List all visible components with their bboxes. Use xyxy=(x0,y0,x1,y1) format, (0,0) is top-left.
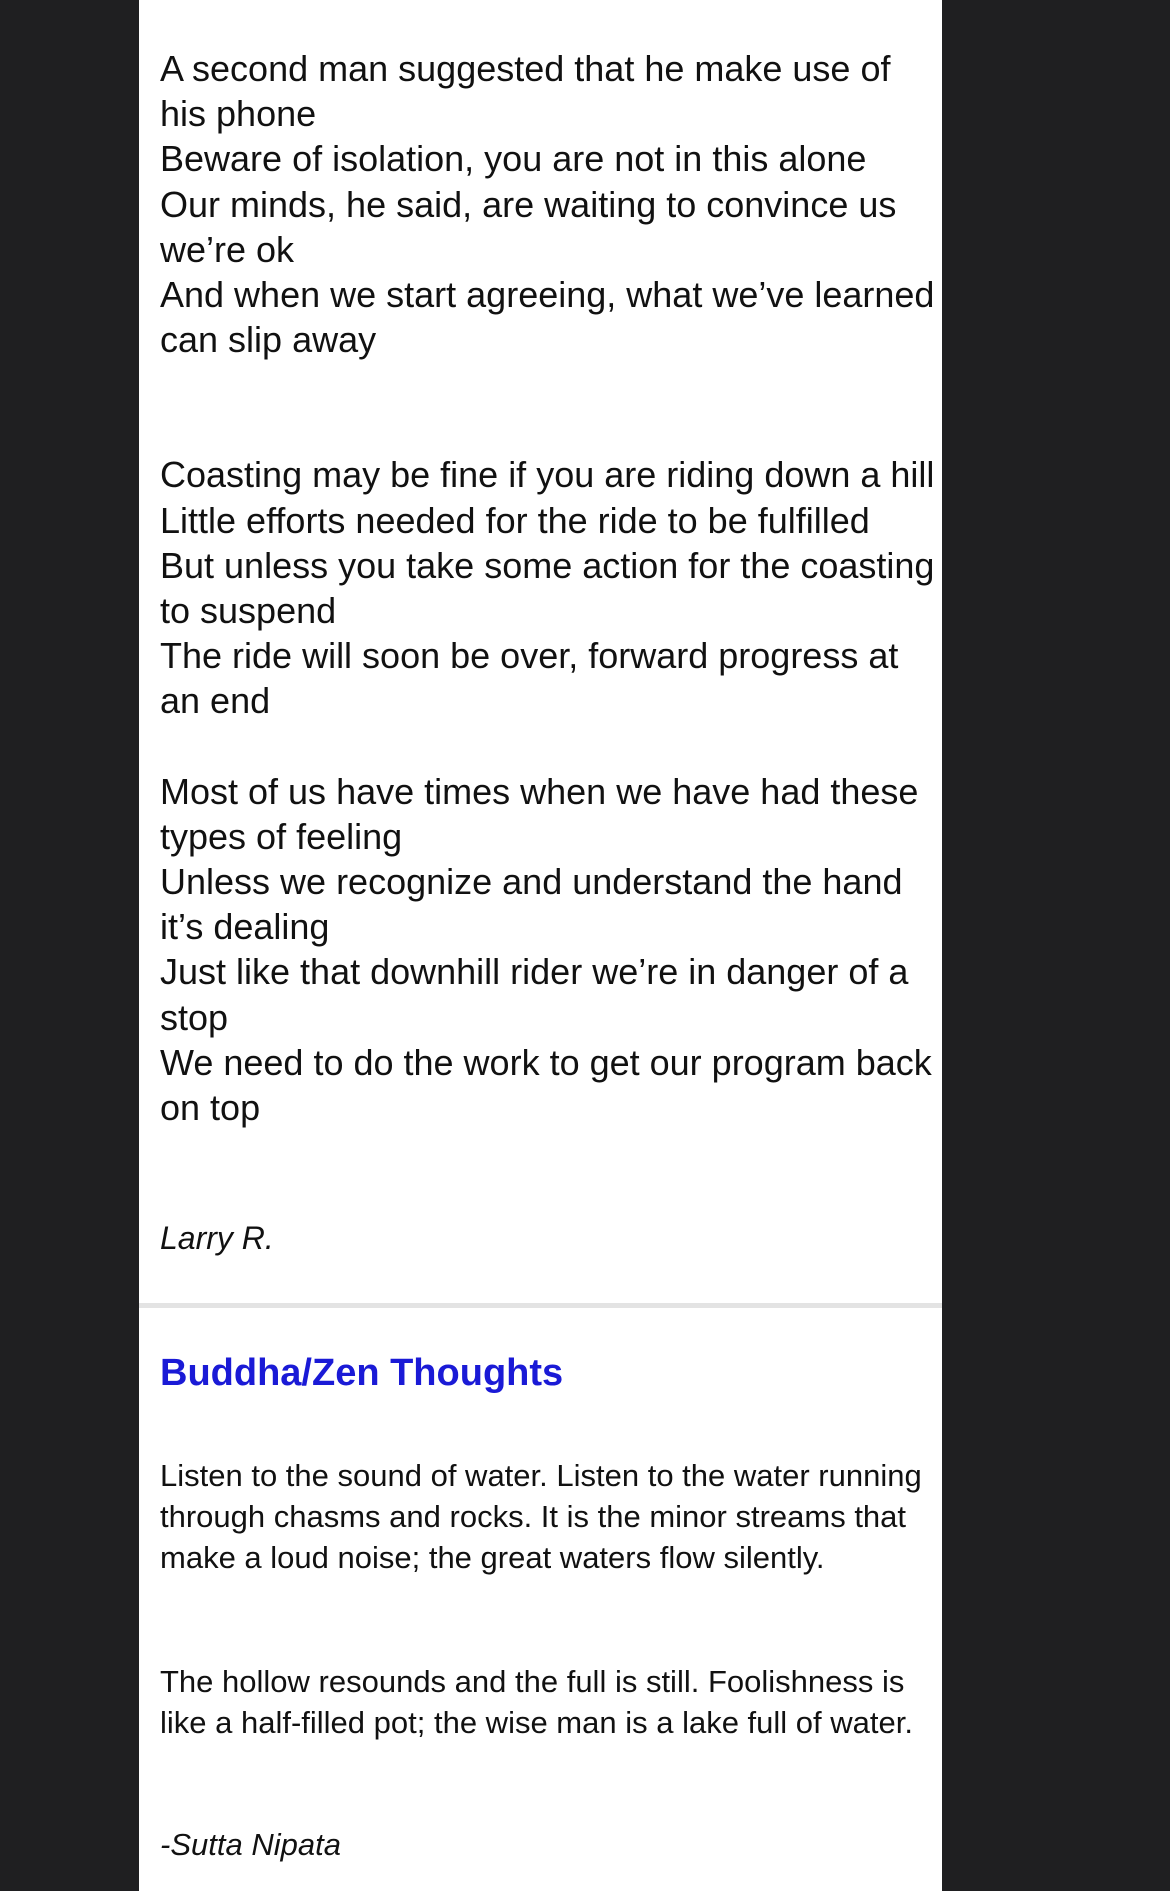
section-paragraph: Listen to the sound of water. Listen to the water running through chasms and rocks. It is the minor streams that make a loud noise; the great waters flow silently. xyxy=(160,1458,922,1575)
poem-stanza xyxy=(160,46,940,362)
poem-line: A second man suggested that he make use of his phone xyxy=(160,48,891,135)
quote-source: -Sutta Nipata xyxy=(160,1827,341,1862)
section-divider xyxy=(139,1303,942,1308)
poem-line: Just like that downhill rider we’re in danger of a stop xyxy=(160,951,909,1038)
poem-line: The ride will soon be over, forward progress at an end xyxy=(160,635,899,722)
poem-author: Larry R. xyxy=(160,1220,274,1256)
poem xyxy=(160,46,940,1130)
poem-stanza xyxy=(160,769,940,1131)
poem-line: Unless we recognize and understand the hand it’s dealing xyxy=(160,861,903,948)
section-paragraph: The hollow resounds and the full is still. Foolishness is like a half-filled pot; the wise man is a lake full of water. xyxy=(160,1664,913,1740)
poem-line: And when we start agreeing, what we’ve learned can slip away xyxy=(160,274,935,361)
poem-line: Most of us have times when we have had these types of feeling xyxy=(160,770,919,857)
section-title: Buddha/Zen Thoughts xyxy=(160,1352,564,1394)
poem-stanza xyxy=(160,452,940,723)
poem-line: Coasting may be fine if you are riding down a hill xyxy=(160,454,935,496)
poem-line: Our minds, he said, are waiting to convince us we’re ok xyxy=(160,183,897,270)
poem-line: But unless you take some action for the coasting to suspend xyxy=(160,544,935,632)
poem-line: Little efforts needed for the ride to be fulfilled xyxy=(160,499,870,541)
poem-line: We need to do the work to get our program back on top xyxy=(160,1041,932,1129)
newsletter-column xyxy=(139,0,942,1891)
poem-line: Beware of isolation, you are not in this alone xyxy=(160,138,867,180)
